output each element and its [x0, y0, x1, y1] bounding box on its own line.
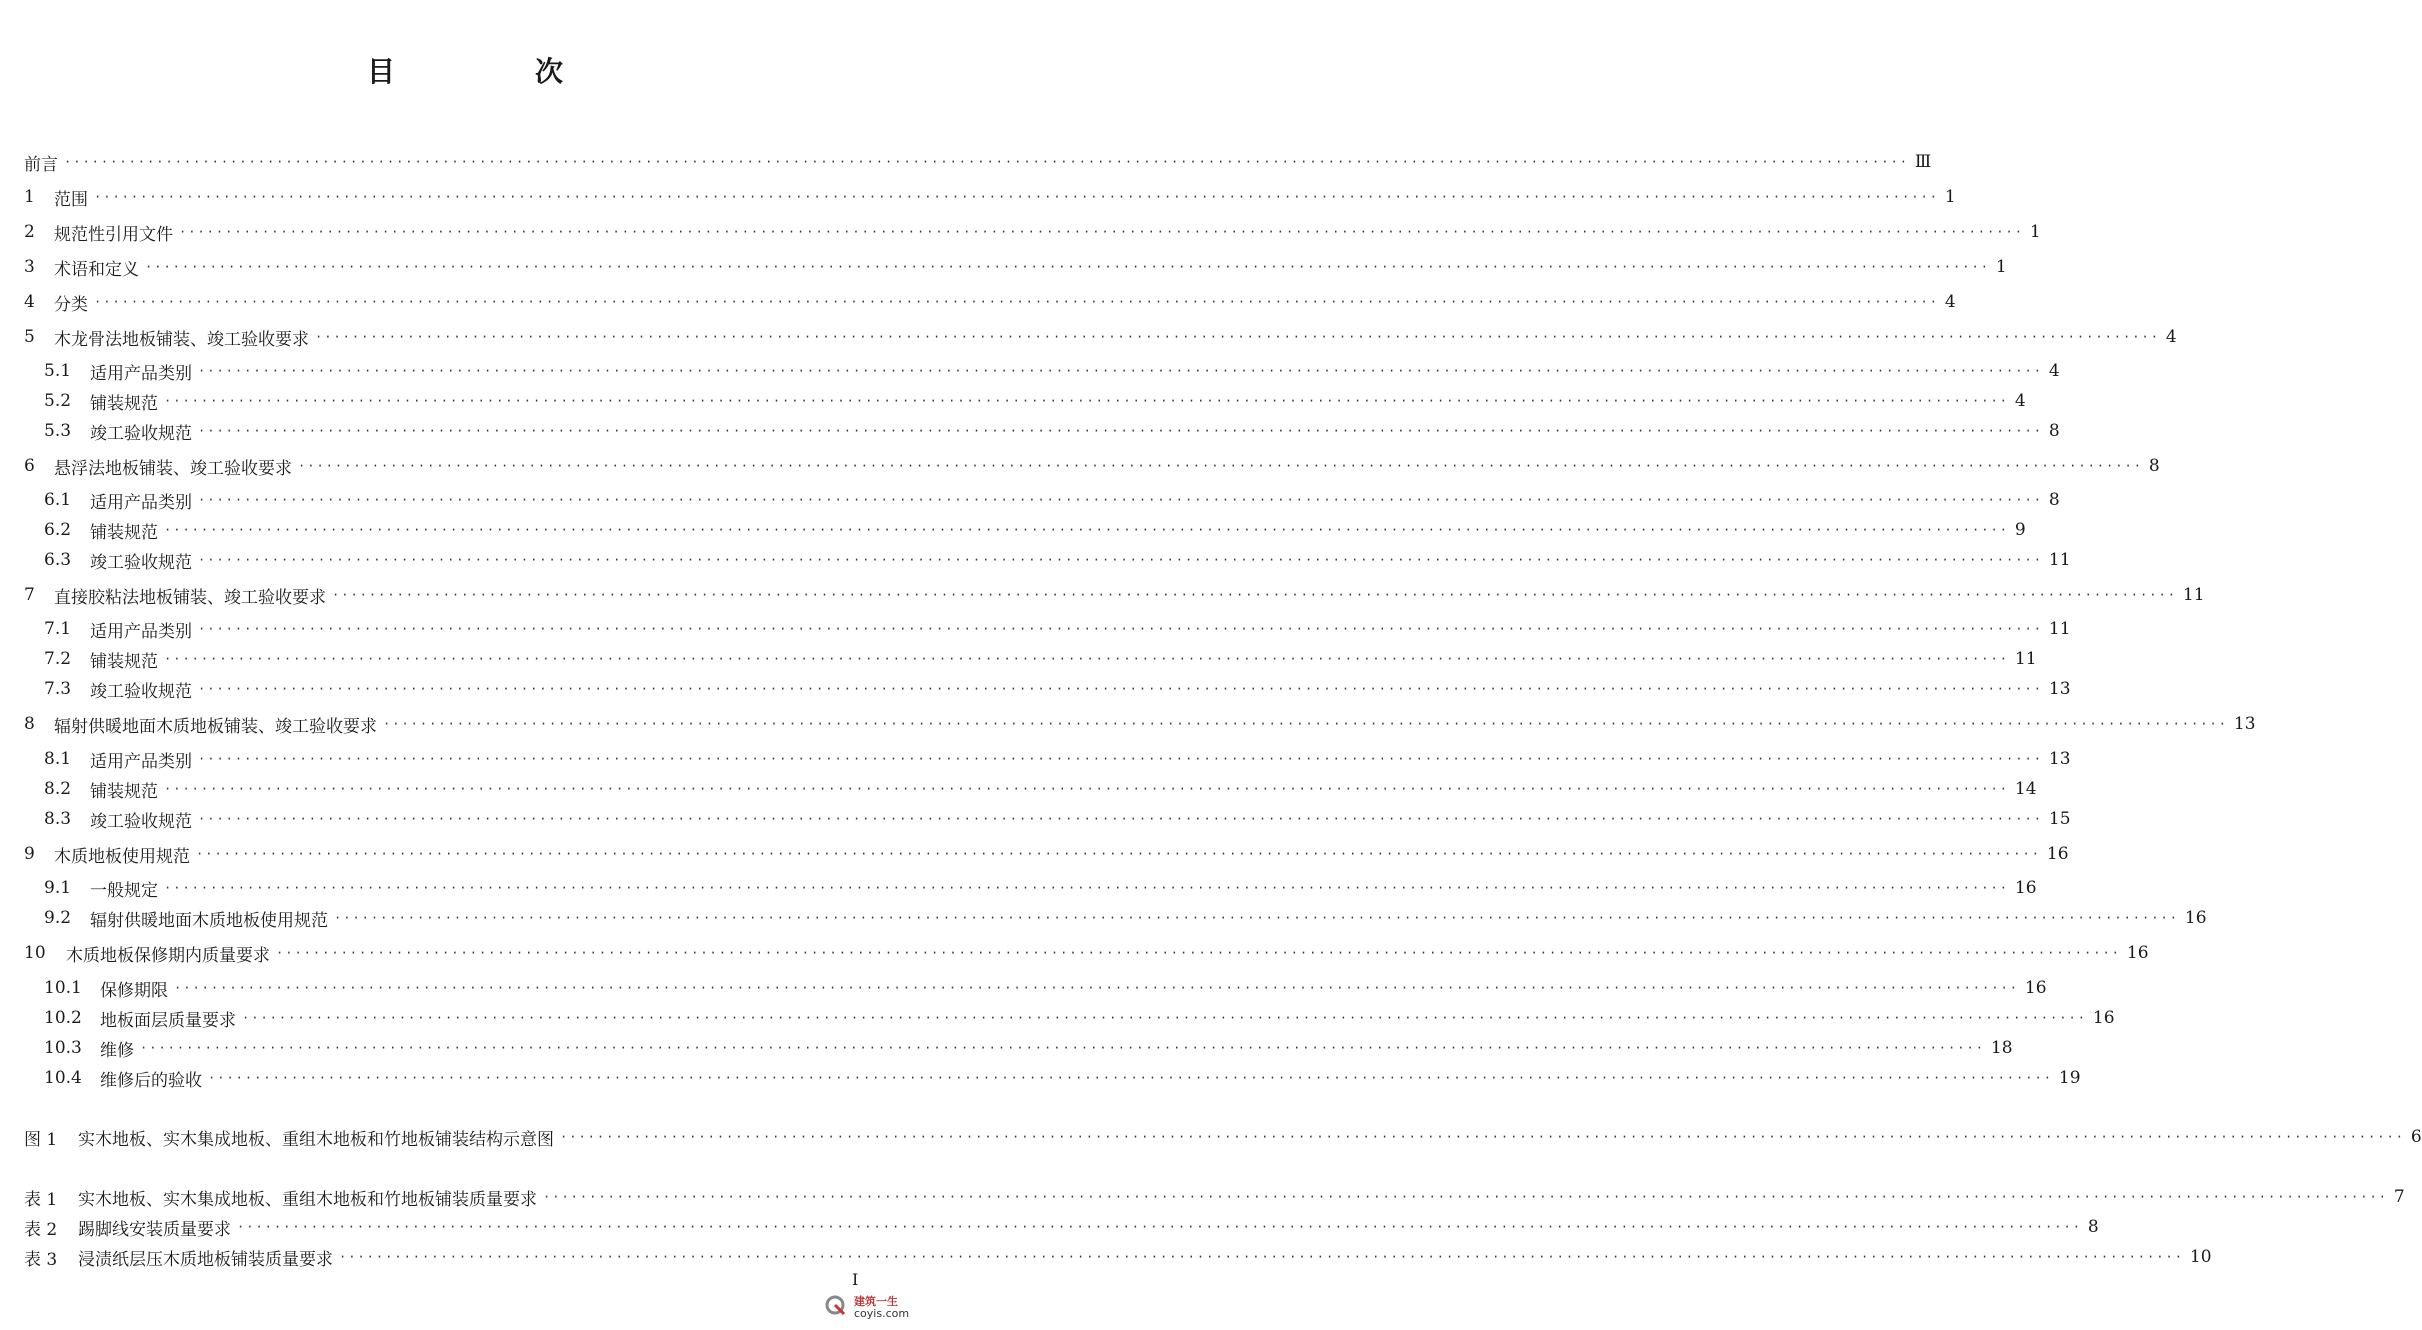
toc-leader-dots: ········································································································································································································: [64, 155, 1909, 169]
toc-entry[interactable]: [44, 876, 2037, 901]
toc-entry-page: 16: [2046, 844, 2069, 864]
toc-entry-number: 8: [24, 714, 35, 734]
toc-entry-number: 7.1: [44, 619, 72, 639]
toc-entry-number: 10.3: [44, 1038, 82, 1058]
toc-entry-number: 3: [24, 257, 35, 277]
toc-entry-page: 4: [2014, 391, 2026, 411]
toc-entry[interactable]: [44, 807, 2071, 832]
toc-entry-number: 5.2: [44, 391, 72, 411]
toc-entry-number: 8.3: [44, 809, 72, 829]
toc-entry-title: 木质地板使用规范: [54, 846, 190, 867]
toc-entry-number: 10.4: [44, 1068, 82, 1088]
toc-entry-number: 5: [24, 327, 35, 347]
toc-entry[interactable]: [44, 518, 2026, 543]
toc-leader-dots: ········································································································································································································: [94, 295, 1939, 309]
toc-entry-page: 16: [2014, 878, 2037, 898]
toc-entry[interactable]: [44, 1006, 2115, 1031]
toc-leader-dots: ········································································································································································································: [198, 553, 2043, 567]
toc-entry-page: 4: [1944, 292, 1956, 312]
toc-entry-page: 6: [2410, 1127, 2422, 1147]
toc-entry-title: 一般规定: [90, 880, 158, 901]
toc-leader-dots: ········································································································································································································: [242, 1011, 2087, 1025]
toc-entry[interactable]: [44, 548, 2071, 573]
toc-entry-title: 铺装规范: [90, 651, 158, 672]
toc-entry-number: 1: [24, 187, 35, 207]
toc-entry[interactable]: [24, 1215, 2099, 1240]
toc-entry-number: 表 3: [24, 1249, 58, 1270]
toc-entry-page: 11: [2014, 649, 2037, 669]
toc-entry[interactable]: [44, 1066, 2081, 1091]
toc-entry-number: 10.1: [44, 978, 82, 998]
toc-leader-dots: ········································································································································································································: [198, 752, 2043, 766]
toc-leader-dots: ········································································································································································································: [208, 1071, 2053, 1085]
toc-entry-number: 8.2: [44, 779, 72, 799]
toc-entry[interactable]: [24, 1185, 2405, 1210]
toc-leader-dots: ········································································································································································································: [164, 523, 2009, 537]
toc-entry-number: 4: [24, 292, 35, 312]
toc-entry-title: 辐射供暖地面木质地板使用规范: [90, 910, 328, 931]
toc-entry[interactable]: [44, 677, 2071, 702]
toc-entry[interactable]: [24, 290, 1956, 315]
toc-leader-dots: ········································································································································································································: [164, 782, 2009, 796]
toc-entry[interactable]: [44, 747, 2071, 772]
toc-leader-dots: ········································································································································································································: [237, 1220, 2082, 1234]
toc-entry-page: 16: [2126, 943, 2149, 963]
toc-leader-dots: ········································································································································································································: [164, 394, 2009, 408]
toc-entry[interactable]: [44, 906, 2207, 931]
toc-entry-title: 适用产品类别: [90, 621, 192, 642]
toc-entry-page: 10: [2189, 1247, 2212, 1267]
watermark: [820, 1290, 930, 1330]
toc-entry-page: 1: [1944, 187, 1956, 207]
toc-entry[interactable]: [44, 389, 2026, 414]
toc-leader-dots: ········································································································································································································: [145, 260, 1990, 274]
toc-entry-page: 16: [2184, 908, 2207, 928]
toc-entry-page: 9: [2014, 520, 2026, 540]
toc-entry-page: 14: [2014, 779, 2037, 799]
toc-entry-number: 10.2: [44, 1008, 82, 1028]
watermark-brand: 建筑一生: [854, 1295, 898, 1308]
toc-entry-title: 前言: [24, 154, 58, 175]
toc-entry-page: 11: [2182, 585, 2205, 605]
toc-entry-page: Ⅲ: [1914, 152, 1932, 172]
toc-leader-dots: ········································································································································································································: [315, 330, 2160, 344]
toc-entry[interactable]: [24, 842, 2069, 867]
toc-entry-page: 13: [2048, 679, 2071, 699]
toc-entry-title: 竣工验收规范: [90, 552, 192, 573]
toc-entry-title: 木龙骨法地板铺装、竣工验收要求: [54, 329, 309, 350]
toc-entry-number: 7.3: [44, 679, 72, 699]
toc-entry[interactable]: [24, 1245, 2212, 1270]
toc-entry-page: 15: [2048, 809, 2071, 829]
toc-entry-page: 1: [1995, 257, 2007, 277]
toc-entry-title: 适用产品类别: [90, 363, 192, 384]
toc-entry-title: 铺装规范: [90, 522, 158, 543]
toc-leader-dots: ········································································································································································································: [94, 190, 1939, 204]
toc-leader-dots: ········································································································································································································: [179, 225, 2024, 239]
toc-entry-number: 10: [24, 943, 46, 963]
page-number: I: [852, 1270, 859, 1289]
toc-entry-page: 11: [2048, 550, 2071, 570]
toc-leader-dots: ········································································································································································································: [198, 364, 2043, 378]
toc-entry[interactable]: [44, 617, 2071, 642]
toc-entry[interactable]: [24, 941, 2149, 966]
toc-leader-dots: ········································································································································································································: [140, 1041, 1985, 1055]
toc-entry[interactable]: [24, 150, 1932, 175]
toc-entry[interactable]: [44, 419, 2060, 444]
toc-entry-number: 9: [24, 844, 35, 864]
toc-leader-dots: ········································································································································································································: [334, 911, 2179, 925]
toc-leader-dots: ········································································································································································································: [543, 1190, 2388, 1204]
toc-entry-number: 6.2: [44, 520, 72, 540]
toc-entry-number: 7.2: [44, 649, 72, 669]
toc-entry-title: 浸渍纸层压木质地板铺装质量要求: [78, 1249, 333, 1270]
toc-entry-page: 7: [2393, 1187, 2405, 1207]
toc-entry-title: 竣工验收规范: [90, 423, 192, 444]
toc-entry-title: 铺装规范: [90, 781, 158, 802]
toc-entry-page: 19: [2058, 1068, 2081, 1088]
toc-entry-page: 13: [2048, 749, 2071, 769]
toc-entry-number: 图 1: [24, 1129, 58, 1150]
toc-entry-title: 踢脚线安装质量要求: [78, 1219, 231, 1240]
toc-entry-page: 4: [2165, 327, 2177, 347]
toc-entry[interactable]: [44, 488, 2060, 513]
toc-entry-number: 8.1: [44, 749, 72, 769]
toc-entry-title: 范围: [54, 189, 88, 210]
toc-entry-page: 8: [2148, 456, 2160, 476]
toc-entry[interactable]: [24, 220, 2041, 245]
toc-leader-dots: ········································································································································································································: [196, 847, 2041, 861]
toc-entry-number: 表 2: [24, 1219, 58, 1240]
toc-entry[interactable]: [24, 712, 2256, 737]
toc-entry-number: 5.1: [44, 361, 72, 381]
toc-entry-title: 竣工验收规范: [90, 811, 192, 832]
toc-entry-title: 铺装规范: [90, 393, 158, 414]
toc-entry-title: 维修后的验收: [100, 1070, 202, 1091]
toc-entry[interactable]: [44, 777, 2037, 802]
toc-entry-page: 8: [2048, 421, 2060, 441]
page-title: 目 次: [366, 55, 619, 88]
toc-entry-page: 1: [2029, 222, 2041, 242]
toc-entry-title: 木质地板保修期内质量要求: [66, 945, 270, 966]
toc-entry-number: 9.1: [44, 878, 72, 898]
toc-entry-title: 适用产品类别: [90, 751, 192, 772]
toc-entry-number: 7: [24, 585, 35, 605]
toc-leader-dots: ········································································································································································································: [339, 1250, 2184, 1264]
watermark-logo-icon: [824, 1294, 846, 1316]
toc-entry-title: 术语和定义: [54, 259, 139, 280]
toc-entry-page: 4: [2048, 361, 2060, 381]
toc-leader-dots: ········································································································································································································: [276, 946, 2121, 960]
toc-entry-title: 分类: [54, 294, 88, 315]
toc-entry-number: 6.1: [44, 490, 72, 510]
toc-leader-dots: ········································································································································································································: [164, 881, 2009, 895]
toc-entry-page: 16: [2092, 1008, 2115, 1028]
toc-entry-title: 直接胶粘法地板铺装、竣工验收要求: [54, 587, 326, 608]
toc-entry-title: 地板面层质量要求: [100, 1010, 236, 1031]
toc-leader-dots: ········································································································································································································: [298, 459, 2143, 473]
toc-leader-dots: ········································································································································································································: [174, 981, 2019, 995]
watermark-url: coyis.com: [854, 1307, 910, 1320]
toc-entry[interactable]: [24, 1125, 2422, 1150]
toc-entry[interactable]: [24, 325, 2177, 350]
toc-entry[interactable]: [24, 454, 2160, 479]
toc-leader-dots: ········································································································································································································: [198, 622, 2043, 636]
toc-leader-dots: ········································································································································································································: [198, 682, 2043, 696]
toc-entry-number: 5.3: [44, 421, 72, 441]
toc-entry-title: 维修: [100, 1040, 134, 1061]
toc-leader-dots: ········································································································································································································: [164, 652, 2009, 666]
toc-entry-title: 实木地板、实木集成地板、重组木地板和竹地板铺装质量要求: [78, 1189, 537, 1210]
toc-entry[interactable]: [44, 647, 2037, 672]
toc-entry[interactable]: [24, 185, 1956, 210]
toc-entry-page: 8: [2087, 1217, 2099, 1237]
toc-entry[interactable]: [44, 976, 2047, 1001]
toc-entry[interactable]: [44, 1036, 2013, 1061]
toc-entry-title: 保修期限: [100, 980, 168, 1001]
toc-entry-title: 实木地板、实木集成地板、重组木地板和竹地板铺装结构示意图: [78, 1129, 554, 1150]
toc-entry-title: 规范性引用文件: [54, 224, 173, 245]
toc-entry-page: 13: [2233, 714, 2256, 734]
toc-entry-title: 悬浮法地板铺装、竣工验收要求: [54, 458, 292, 479]
toc-entry-page: 18: [1990, 1038, 2013, 1058]
toc-entry-number: 6: [24, 456, 35, 476]
toc-entry[interactable]: [24, 583, 2205, 608]
toc-entry-page: 8: [2048, 490, 2060, 510]
toc-entry-number: 9.2: [44, 908, 72, 928]
toc-entry-page: 11: [2048, 619, 2071, 639]
toc-leader-dots: ········································································································································································································: [560, 1130, 2405, 1144]
toc-entry-number: 2: [24, 222, 35, 242]
toc-entry-title: 辐射供暖地面木质地板铺装、竣工验收要求: [54, 716, 377, 737]
toc-entry-number: 表 1: [24, 1189, 58, 1210]
toc-leader-dots: ········································································································································································································: [198, 493, 2043, 507]
toc-entry-title: 竣工验收规范: [90, 681, 192, 702]
toc-leader-dots: ········································································································································································································: [198, 424, 2043, 438]
toc-entry[interactable]: [24, 255, 2007, 280]
toc-entry-title: 适用产品类别: [90, 492, 192, 513]
toc-leader-dots: ········································································································································································································: [198, 812, 2043, 826]
toc-leader-dots: ········································································································································································································: [383, 717, 2228, 731]
toc-entry[interactable]: [44, 359, 2060, 384]
toc-entry-number: 6.3: [44, 550, 72, 570]
toc-leader-dots: ········································································································································································································: [332, 588, 2177, 602]
toc-entry-page: 16: [2024, 978, 2047, 998]
